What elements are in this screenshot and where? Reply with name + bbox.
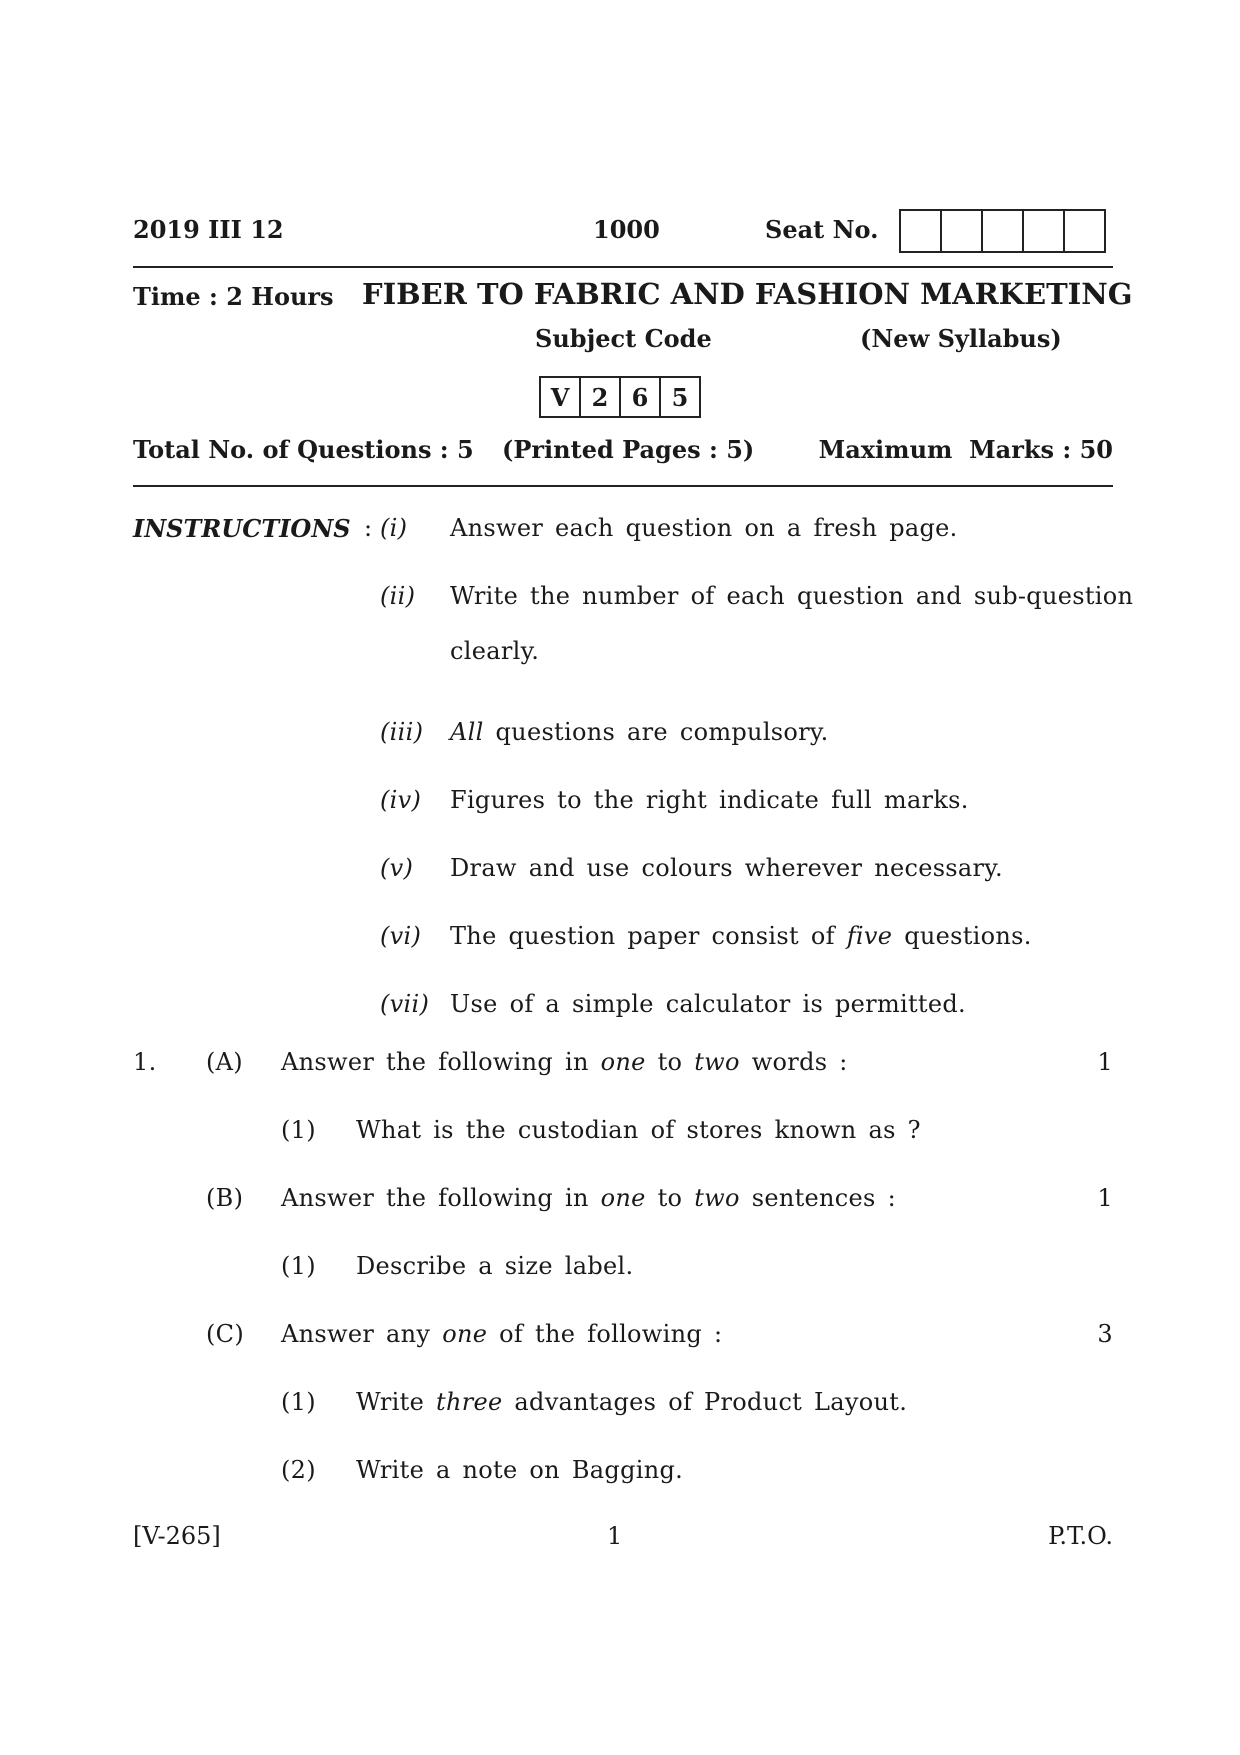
subject-code-char: V bbox=[541, 378, 581, 416]
emphasis-text: one bbox=[442, 1320, 488, 1348]
emphasis-text: two bbox=[694, 1048, 740, 1076]
section-label: (A) bbox=[206, 1048, 243, 1076]
instruction-number: (i) bbox=[380, 514, 408, 542]
seat-number-boxes[interactable] bbox=[899, 209, 1106, 253]
subject-code-char: 6 bbox=[621, 378, 661, 416]
emphasis-text: two bbox=[694, 1184, 740, 1212]
section-marks: 3 bbox=[1097, 1320, 1113, 1348]
text-segment: to bbox=[645, 1048, 695, 1076]
text-segment: What is the custodian of stores known as ? bbox=[356, 1116, 921, 1144]
text-segment: words : bbox=[739, 1048, 848, 1076]
subject-code-char: 2 bbox=[581, 378, 621, 416]
sub-question-text bbox=[356, 1388, 907, 1416]
instruction-text bbox=[450, 922, 1032, 950]
question-number: 1. bbox=[133, 1048, 157, 1076]
sub-question-number: (2) bbox=[281, 1456, 316, 1484]
syllabus-note: (New Syllabus) bbox=[860, 324, 1062, 353]
header-rule-bottom bbox=[133, 485, 1113, 487]
sub-question-number: (1) bbox=[281, 1116, 316, 1144]
emphasis-text: three bbox=[436, 1388, 503, 1416]
emphasis-text: All bbox=[450, 718, 484, 746]
sub-question-number: (1) bbox=[281, 1388, 316, 1416]
instruction-text bbox=[450, 990, 966, 1018]
text-segment: sentences : bbox=[739, 1184, 896, 1212]
seat-no-label: Seat No. bbox=[765, 215, 879, 244]
instruction-number: (v) bbox=[380, 854, 414, 882]
section-marks: 1 bbox=[1097, 1184, 1113, 1212]
instruction-number: (iv) bbox=[380, 786, 422, 814]
emphasis-text: one bbox=[600, 1184, 646, 1212]
seat-number-box[interactable] bbox=[1065, 211, 1104, 251]
seat-number-box[interactable] bbox=[942, 211, 983, 251]
section-prompt bbox=[281, 1048, 848, 1076]
sub-question-text bbox=[356, 1252, 633, 1280]
section-marks: 1 bbox=[1097, 1048, 1113, 1076]
total-questions: Total No. of Questions : 5 bbox=[133, 435, 474, 464]
pto-note: P.T.O. bbox=[1048, 1522, 1113, 1550]
page-number: 1 bbox=[607, 1522, 623, 1550]
emphasis-text: one bbox=[600, 1048, 646, 1076]
exam-code: 2019 III 12 bbox=[133, 215, 284, 244]
instruction-text bbox=[450, 854, 1003, 882]
header-rule-top bbox=[133, 266, 1113, 268]
instructions-heading: INSTRUCTIONS bbox=[133, 514, 351, 543]
text-segment: Use of a simple calculator is permitted. bbox=[450, 990, 966, 1018]
printed-pages: (Printed Pages : 5) bbox=[502, 435, 755, 464]
paper-title: FIBER TO FABRIC AND FASHION MARKETING bbox=[362, 277, 1133, 311]
instructions-colon: : bbox=[364, 514, 373, 542]
text-segment: Describe a size label. bbox=[356, 1252, 634, 1280]
text-segment: Write bbox=[356, 1388, 437, 1416]
text-segment: questions. bbox=[892, 922, 1032, 950]
instruction-text bbox=[450, 786, 969, 814]
text-segment: Answer each question on a fresh page. bbox=[450, 514, 958, 542]
subject-code-boxes bbox=[539, 376, 701, 418]
instruction-text-continued: clearly. bbox=[450, 637, 540, 665]
subject-code-char: 5 bbox=[671, 382, 689, 412]
instruction-text bbox=[450, 514, 958, 542]
text-segment: Answer any bbox=[281, 1320, 443, 1348]
text-segment: Answer the following in bbox=[281, 1184, 601, 1212]
instruction-number: (vii) bbox=[380, 990, 430, 1018]
text-segment: of the following : bbox=[487, 1320, 723, 1348]
text-segment: Write the number of each question and sub-question bbox=[450, 582, 1134, 610]
text-segment: Write a note on Bagging. bbox=[356, 1456, 684, 1484]
text-segment: to bbox=[645, 1184, 695, 1212]
instruction-text bbox=[450, 582, 1134, 610]
emphasis-text: five bbox=[846, 922, 893, 950]
seat-number-box[interactable] bbox=[983, 211, 1024, 251]
maximum-marks: Maximum Marks : 50 bbox=[818, 435, 1113, 464]
instruction-number: (ii) bbox=[380, 582, 416, 610]
text-segment: advantages of Product Layout. bbox=[502, 1388, 908, 1416]
section-label: (C) bbox=[206, 1320, 244, 1348]
instruction-text bbox=[450, 718, 829, 746]
instruction-number: (iii) bbox=[380, 718, 424, 746]
text-segment: Figures to the right indicate full marks. bbox=[450, 786, 969, 814]
instruction-number: (vi) bbox=[380, 922, 422, 950]
text-segment: The question paper consist of bbox=[450, 922, 847, 950]
footer-paper-code: [V-265] bbox=[133, 1522, 221, 1550]
section-label: (B) bbox=[206, 1184, 244, 1212]
text-segment: questions are compulsory. bbox=[483, 718, 829, 746]
sub-question-text bbox=[356, 1116, 921, 1144]
text-segment: Answer the following in bbox=[281, 1048, 601, 1076]
seat-number-box[interactable] bbox=[1024, 211, 1065, 251]
paper-count: 1000 bbox=[593, 215, 660, 244]
section-prompt bbox=[281, 1184, 896, 1212]
sub-question-number: (1) bbox=[281, 1252, 316, 1280]
section-prompt bbox=[281, 1320, 722, 1348]
seat-number-box[interactable] bbox=[901, 211, 942, 251]
sub-question-text bbox=[356, 1456, 683, 1484]
time-allowed: Time : 2 Hours bbox=[133, 282, 334, 311]
subject-code-label: Subject Code bbox=[535, 324, 712, 353]
text-segment: Draw and use colours wherever necessary. bbox=[450, 854, 1003, 882]
